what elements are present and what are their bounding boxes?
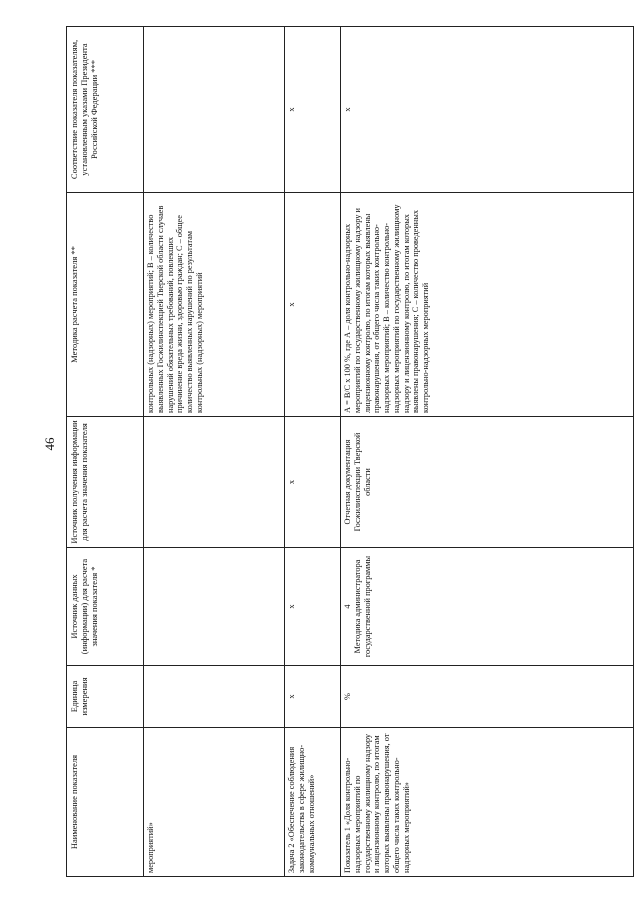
info-origin-cell: х (285, 417, 341, 548)
source-text: Методика администратора государственной программы (352, 555, 372, 658)
method-cell: А = В/С х 100 %, где А – доля контрольно-надзорных мероприятий по государственному жилищному надзору и лицензионному контролю, по итогам которых выявлены правонарушения, от общего числа таких контрольно-надзорных мероприятий; В – количество контрольно-надзорных мероприятий по государственному жилищному надзору и лицензионному контролю, по итогам которых выявлены правонарушения; С – количество проведенных контрольно-надзорных мероприятий (341, 193, 634, 417)
decree-cell: х (341, 27, 634, 193)
unit-cell: х (285, 666, 341, 728)
table-row (285, 27, 341, 877)
method-cell: контрольных (надзорных) мероприятий; В – количество выявленных Госжилинспекцией Тверской области случаев нарушений обязательных требований, повлекших причинение вреда жизни, здоровью граждан; С – общее количество выявленных нарушений по результатам контрольных (надзорных) мероприятий (144, 193, 285, 417)
data-source-cell (341, 548, 634, 666)
header-info-origin: Источник получения информации для расчета значения показателя (67, 417, 144, 548)
source-code: 4 (343, 604, 352, 609)
header-indicator-name: Наименование показателя (67, 728, 144, 877)
info-origin-cell (144, 417, 285, 548)
indicator-name-cell: Задача 2 «Обеспечение соблюдения законодательства в сфере жилищно-коммунальных отношений» (285, 728, 341, 877)
indicator-name-cell: Показатель 1 «Доля контрольно-надзорных мероприятий по государственному жилищному надзору и лицензионному контролю, по итогам которых выявлены правонарушения, от общего числа таких контрольно-надзорных мероприятий» (341, 728, 634, 877)
header-row (67, 27, 144, 877)
unit-cell: % (341, 666, 634, 728)
info-origin-cell: Отчетная документация Госжилинспекции Тверской области (341, 417, 634, 548)
data-source-cell: х (285, 548, 341, 666)
data-source-cell (144, 548, 285, 666)
header-method: Методика расчета показателя ** (67, 193, 144, 417)
table-row (341, 27, 634, 877)
header-decree: Соответствие показателя показателям, установленным указами Президента Российской Федерации *** (67, 27, 144, 193)
decree-cell (144, 27, 285, 193)
method-cell: х (285, 193, 341, 417)
table-row (144, 27, 285, 877)
indicator-name-cell: мероприятий» (144, 728, 285, 877)
decree-cell: х (285, 27, 341, 193)
header-unit: Единица измерения (67, 666, 144, 728)
unit-cell (144, 666, 285, 728)
page-number: 46 (42, 437, 57, 451)
indicators-table (66, 26, 634, 877)
header-data-source: Источник данных (информации) для расчета значения показателя * (67, 548, 144, 666)
rotated-page (66, 27, 634, 877)
